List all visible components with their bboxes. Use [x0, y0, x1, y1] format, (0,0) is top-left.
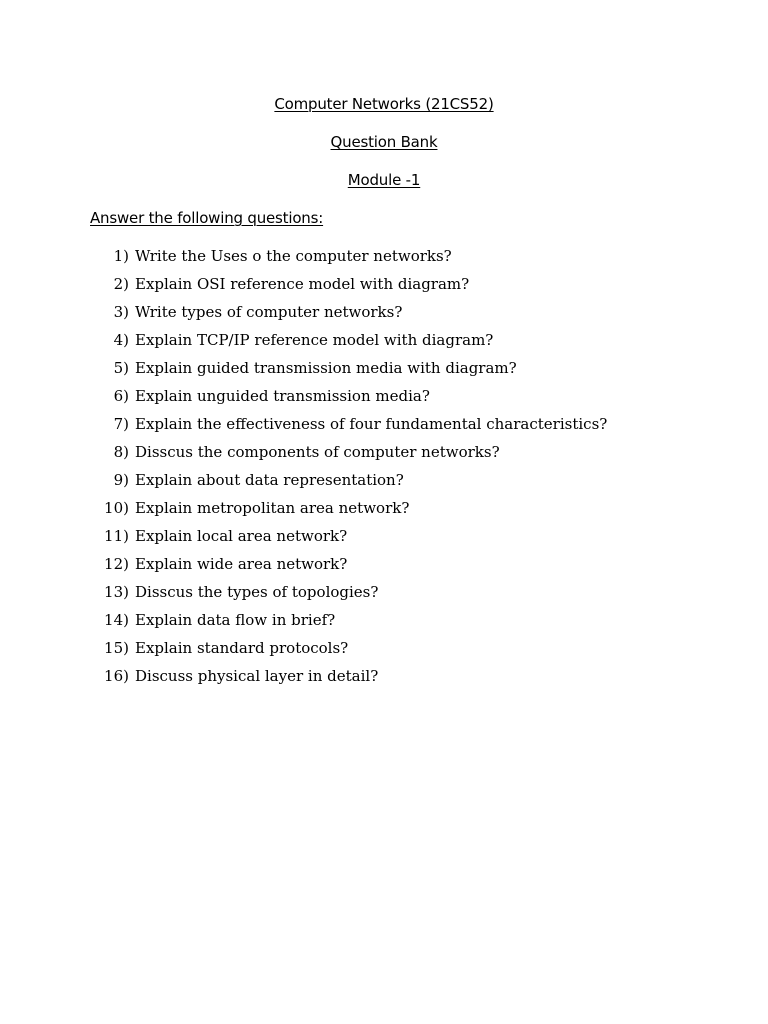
question-text: Explain unguided transmission media?	[135, 387, 430, 405]
question-number: 15)	[104, 639, 129, 657]
question-text: Explain data flow in brief?	[135, 611, 336, 629]
document-title: Computer Networks (21CS52)	[274, 95, 494, 113]
question-item	[0, 611, 768, 639]
question-text: Disscus the components of computer networks?	[135, 443, 500, 461]
question-text: Explain standard protocols?	[135, 639, 349, 657]
question-number: 2)	[113, 275, 129, 293]
question-item	[0, 471, 768, 499]
module-heading: Module -1	[347, 171, 421, 189]
question-item	[0, 667, 768, 695]
question-item	[0, 275, 768, 303]
question-item	[0, 303, 768, 331]
question-number: 10)	[104, 499, 129, 517]
question-number: 16)	[104, 667, 129, 685]
question-list	[0, 247, 768, 695]
question-item	[0, 555, 768, 583]
question-item	[0, 443, 768, 471]
question-text: Write the Uses o the computer networks?	[135, 247, 452, 265]
question-text: Explain OSI reference model with diagram?	[135, 275, 470, 293]
question-text: Discuss physical layer in detail?	[135, 667, 379, 685]
question-text: Explain local area network?	[135, 527, 348, 545]
question-item	[0, 639, 768, 667]
question-number: 7)	[113, 415, 129, 433]
question-item	[0, 415, 768, 443]
question-text: Explain guided transmission media with diagram?	[135, 359, 517, 377]
instruction-text: Answer the following questions:	[90, 209, 324, 227]
question-text: Explain the effectiveness of four fundamental characteristics?	[135, 415, 608, 433]
question-item	[0, 527, 768, 555]
question-number: 4)	[113, 331, 129, 349]
question-number: 11)	[104, 527, 129, 545]
question-item	[0, 583, 768, 611]
question-number: 8)	[113, 443, 129, 461]
question-text: Explain metropolitan area network?	[135, 499, 410, 517]
question-text: Explain TCP/IP reference model with diagram?	[135, 331, 494, 349]
question-item	[0, 359, 768, 387]
question-number: 9)	[113, 471, 129, 489]
question-number: 3)	[113, 303, 129, 321]
question-item	[0, 387, 768, 415]
question-text: Disscus the types of topologies?	[135, 583, 379, 601]
question-item	[0, 499, 768, 527]
question-text: Write types of computer networks?	[135, 303, 403, 321]
question-number: 6)	[113, 387, 129, 405]
question-number: 5)	[113, 359, 129, 377]
question-number: 13)	[104, 583, 129, 601]
question-text: Explain about data representation?	[135, 471, 404, 489]
document-subtitle: Question Bank	[330, 133, 438, 151]
question-item	[0, 247, 768, 275]
question-item	[0, 331, 768, 359]
question-number: 14)	[104, 611, 129, 629]
question-number: 12)	[104, 555, 129, 573]
question-number: 1)	[113, 247, 129, 265]
question-text: Explain wide area network?	[135, 555, 348, 573]
